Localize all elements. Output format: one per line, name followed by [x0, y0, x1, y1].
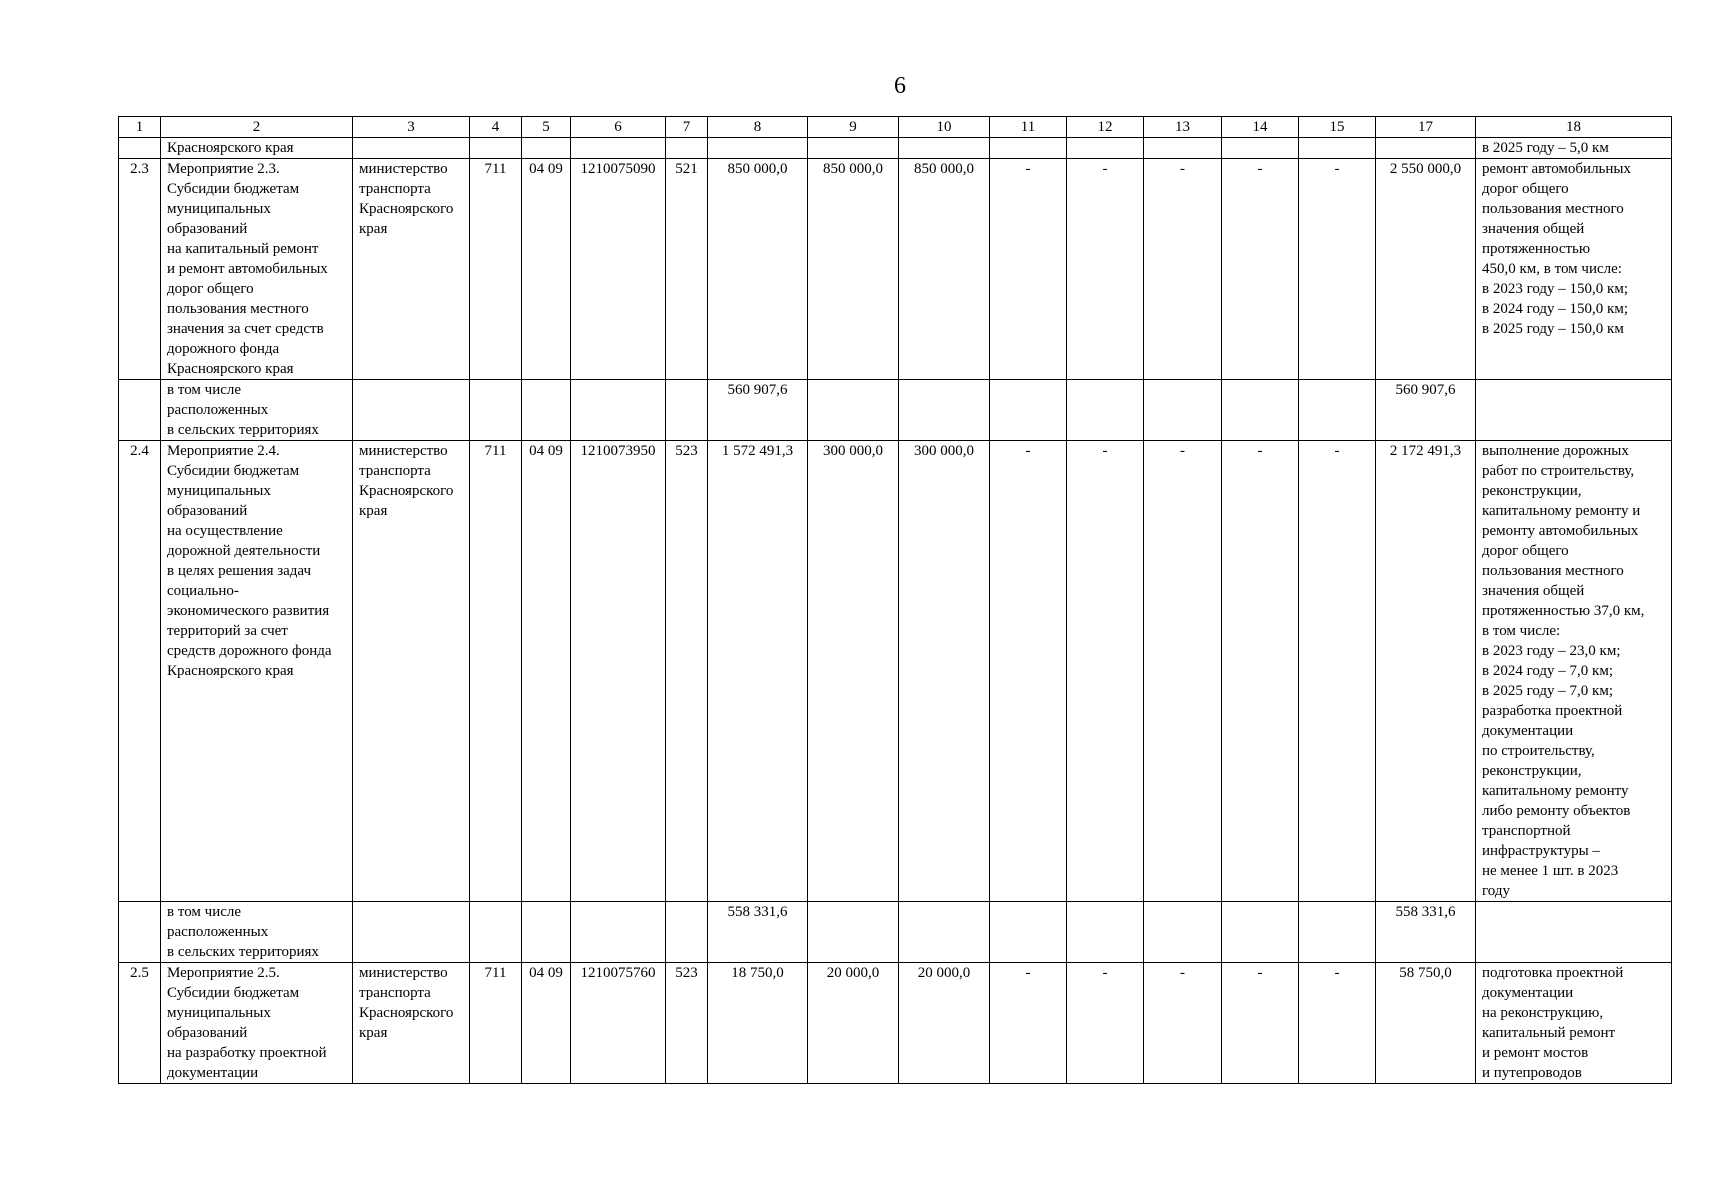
column-header: 5	[522, 117, 571, 138]
rzpr-cell: 04 09	[522, 159, 571, 380]
activity-name-cell	[161, 441, 353, 902]
dash-cell: -	[1144, 159, 1222, 380]
column-header: 11	[990, 117, 1067, 138]
executor-cell	[353, 441, 470, 902]
amount-2023-cell: 560 907,6	[708, 380, 808, 441]
column-header: 15	[1299, 117, 1376, 138]
row-number-cell: 2.3	[119, 159, 161, 380]
amount-2024-cell: 300 000,0	[808, 441, 899, 902]
result-cell: в 2025 году – 5,0 км	[1476, 138, 1672, 159]
dash-cell: -	[990, 963, 1067, 1084]
dash-cell: -	[1067, 963, 1144, 1084]
activity-name-cell	[161, 902, 353, 963]
dash-cell: -	[1222, 441, 1299, 902]
vr-cell: 523	[666, 963, 708, 1084]
column-header: 8	[708, 117, 808, 138]
program-activities-table	[118, 116, 1672, 1084]
dash-cell: -	[1067, 159, 1144, 380]
rural-subtotal-label: в том числе расположенных в сельских территориях	[167, 904, 319, 960]
total-cell: 558 331,6	[1376, 902, 1476, 963]
dash-cell: -	[1222, 159, 1299, 380]
rzpr-cell: 04 09	[522, 963, 571, 1084]
executor: министерство транспорта Красноярского края	[359, 161, 454, 237]
dash-cell: -	[1222, 963, 1299, 1084]
amount-2023-cell: 1 572 491,3	[708, 441, 808, 902]
table-row	[119, 441, 1672, 902]
row-number-cell: 2.4	[119, 441, 161, 902]
grbs-cell: 711	[470, 159, 522, 380]
grbs-cell: 711	[470, 963, 522, 1084]
row-number-cell: 2.5	[119, 963, 161, 1084]
dash-cell: -	[1144, 963, 1222, 1084]
amount-2025-cell: 300 000,0	[899, 441, 990, 902]
total-cell: 58 750,0	[1376, 963, 1476, 1084]
column-header: 18	[1476, 117, 1672, 138]
column-header: 7	[666, 117, 708, 138]
dash-cell: -	[1067, 441, 1144, 902]
grbs-cell: 711	[470, 441, 522, 902]
column-header: 1	[119, 117, 161, 138]
table-row	[119, 159, 1672, 380]
total-cell: 560 907,6	[1376, 380, 1476, 441]
result-cell	[1476, 159, 1672, 380]
column-header: 12	[1067, 117, 1144, 138]
column-header: 6	[571, 117, 666, 138]
activity-name: Мероприятие 2.3. Субсидии бюджетам муниципальных образований на капитальный ремонт и ремонт автомобильных дорог общего пользования местного значения за счет средств дорожного фонда Красноярского края	[167, 161, 328, 377]
dash-cell: -	[1299, 963, 1376, 1084]
executor: министерство транспорта Красноярского края	[359, 443, 454, 519]
column-header: 17	[1376, 117, 1476, 138]
dash-cell: -	[990, 441, 1067, 902]
activity-name: Мероприятие 2.4. Субсидии бюджетам муниципальных образований на осуществление дорожной деятельности в целях решения задач социально- экономического развития территорий за счет средств дорожного фонда Красноярского края	[167, 443, 332, 679]
column-header: 2	[161, 117, 353, 138]
continuation-row	[119, 138, 1672, 159]
executor-cell	[353, 963, 470, 1084]
activity-name-cell	[161, 380, 353, 441]
activity-name-cell	[161, 159, 353, 380]
amount-2025-cell: 850 000,0	[899, 159, 990, 380]
expected-result: выполнение дорожных работ по строительству, реконструкции, капитальному ремонту и ремонту автомобильных дорог общего пользования местного значения общей протяженностью 37,0 км, в том числе: в 2023 году – 23,0 км; в 2024 году – 7,0 км; в 2025 году – 7,0 км; разработка проектной документации по строительству, реконструкции, капитальному ремонту либо ремонту объектов транспортной инфраструктуры – не менее 1 шт. в 2023 году	[1482, 443, 1645, 899]
table-row	[119, 902, 1672, 963]
dash-cell: -	[1299, 159, 1376, 380]
activity-name: Мероприятие 2.5. Субсидии бюджетам муниципальных образований на разработку проектной документации	[167, 965, 327, 1081]
vr-cell: 521	[666, 159, 708, 380]
csr-cell: 1210075090	[571, 159, 666, 380]
column-header: 9	[808, 117, 899, 138]
activity-name-cell: Красноярского края	[161, 138, 353, 159]
amount-2023-cell: 18 750,0	[708, 963, 808, 1084]
total-cell: 2 550 000,0	[1376, 159, 1476, 380]
activity-name-cell	[161, 963, 353, 1084]
rzpr-cell: 04 09	[522, 441, 571, 902]
column-header: 14	[1222, 117, 1299, 138]
column-number-row	[119, 117, 1672, 138]
amount-2024-cell: 20 000,0	[808, 963, 899, 1084]
executor: министерство транспорта Красноярского края	[359, 965, 454, 1041]
column-header: 3	[353, 117, 470, 138]
amount-2023-cell: 850 000,0	[708, 159, 808, 380]
amount-2024-cell: 850 000,0	[808, 159, 899, 380]
result-cell	[1476, 441, 1672, 902]
csr-cell: 1210075760	[571, 963, 666, 1084]
table-row	[119, 963, 1672, 1084]
dash-cell: -	[1299, 441, 1376, 902]
result-cell	[1476, 963, 1672, 1084]
total-cell: 2 172 491,3	[1376, 441, 1476, 902]
expected-result: подготовка проектной документации на реконструкцию, капитальный ремонт и ремонт мостов и путепроводов	[1482, 965, 1624, 1081]
column-header: 4	[470, 117, 522, 138]
vr-cell: 523	[666, 441, 708, 902]
rural-subtotal-label: в том числе расположенных в сельских территориях	[167, 382, 319, 438]
column-header: 13	[1144, 117, 1222, 138]
column-header: 10	[899, 117, 990, 138]
amount-2023-cell: 558 331,6	[708, 902, 808, 963]
dash-cell: -	[990, 159, 1067, 380]
dash-cell: -	[1144, 441, 1222, 902]
expected-result: ремонт автомобильных дорог общего пользования местного значения общей протяженностью 450,0 км, в том числе: в 2023 году – 150,0 км; в 2024 году – 150,0 км; в 2025 году – 150,0 км	[1482, 161, 1632, 337]
executor-cell	[353, 159, 470, 380]
row-number-cell	[119, 138, 161, 159]
csr-cell: 1210073950	[571, 441, 666, 902]
table-row	[119, 380, 1672, 441]
page-number: 6	[894, 73, 906, 99]
amount-2025-cell: 20 000,0	[899, 963, 990, 1084]
